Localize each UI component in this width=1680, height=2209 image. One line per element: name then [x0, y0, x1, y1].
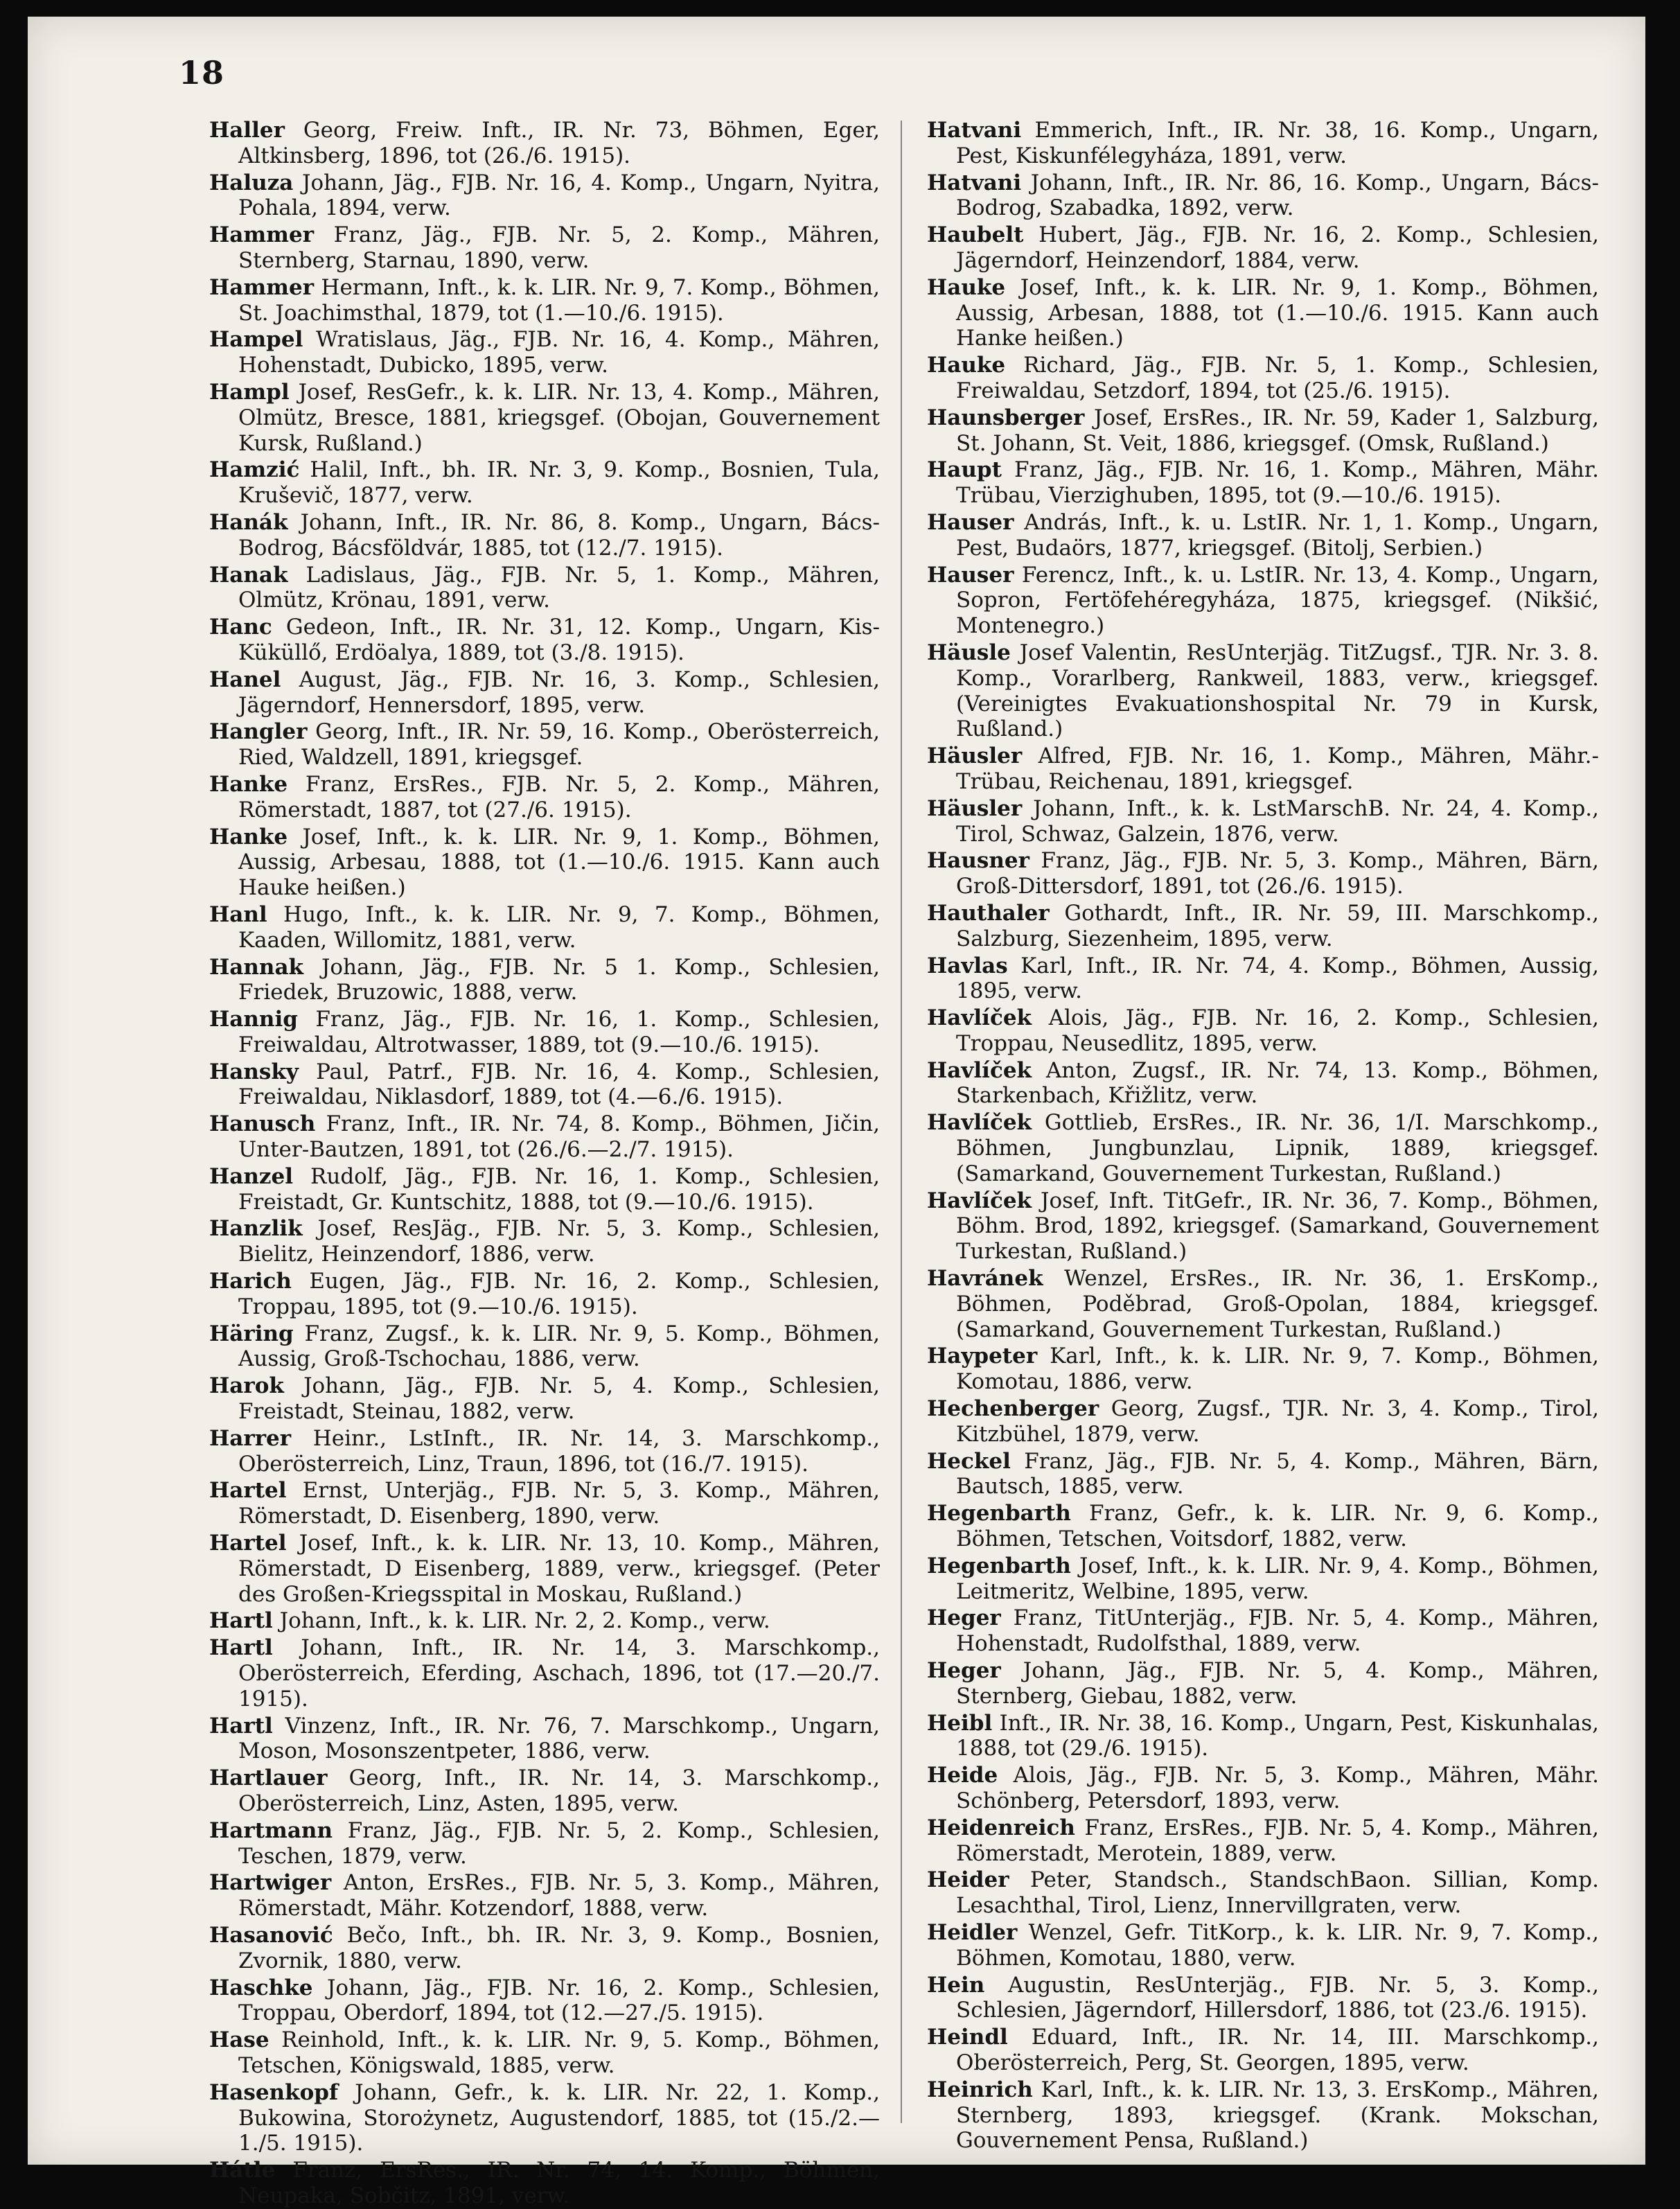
register-entry	[209, 1321, 880, 1373]
entry-details: Ferencz, Inft., k. u. LstIR. Nr. 13, 4. Komp., Ungarn, Sopron, Fertöfehéregyháza, 1875, kriegsgef. (Nikšić, Montenegro.)	[956, 562, 1599, 639]
register-entry	[209, 772, 880, 823]
entry-details: Wenzel, Gefr. TitKorp., k. k. LIR. Nr. 9, 7. Komp., Böhmen, Komotau, 1880, verw.	[956, 1919, 1600, 1971]
entry-surname: Havlas	[927, 953, 1008, 978]
register-entry	[209, 1216, 880, 1267]
entry-details: Johann, Inft., k. k. LIR. Nr. 2, 2. Komp., verw.	[279, 1608, 770, 1634]
entry-details: Franz, Zugsf., k. k. LIR. Nr. 9, 5. Komp., Böhmen, Aussig, Groß-Tschochau, 1886, verw.	[238, 1321, 880, 1372]
entry-surname: Hauke	[927, 274, 1006, 300]
entry-details: Franz, Jäg., FJB. Nr. 5, 2. Komp., Schlesien, Teschen, 1879, verw.	[238, 1818, 880, 1869]
register-entry	[927, 1973, 1599, 2024]
entry-details: Franz, Jäg., FJB. Nr. 5, 3. Komp., Mähren, Bärn, Groß-Dittersdorf, 1891, tot (26./6. 1915).	[956, 848, 1599, 899]
entry-surname: Heger	[927, 1605, 1001, 1631]
entry-surname: Heibl	[927, 1710, 993, 1736]
register-entry	[209, 667, 880, 719]
entry-surname: Hartl	[209, 1713, 273, 1739]
entry-surname: Hanak	[209, 562, 288, 588]
entry-surname: Havlíček	[927, 1005, 1032, 1031]
entry-surname: Hanzel	[209, 1163, 294, 1189]
register-entry	[209, 2080, 880, 2156]
entry-details: Johann, Jäg., FJB. Nr. 16, 2. Komp., Schlesien, Troppau, Oberdorf, 1894, tot (12.—27./5. 1915).	[238, 1975, 880, 2026]
entry-details: Josef, Inft. TitGefr., IR. Nr. 36, 7. Komp., Böhmen, Böhm. Brod, 1892, kriegsgef. (Samarkand, Gouvernement Turkestan, Rußland.)	[956, 1188, 1599, 1265]
register-entry	[927, 222, 1599, 274]
register-entry	[927, 2025, 1599, 2076]
entry-details: Johann, Jäg., FJB. Nr. 5, 4. Komp., Schlesien, Freistadt, Steinau, 1882, verw.	[238, 1373, 880, 1425]
entry-details: Peter, Standsch., StandschBaon. Sillian, Komp. Lesachthal, Tirol, Lienz, Innervillgraten, verw.	[956, 1867, 1599, 1919]
entry-surname: Hartlauer	[209, 1766, 328, 1791]
register-entry	[927, 353, 1599, 404]
entry-surname: Heider	[927, 1867, 1009, 1893]
entry-details: Alois, Jäg., FJB. Nr. 16, 2. Komp., Schlesien, Troppau, Neusedlitz, 1895, verw.	[956, 1005, 1599, 1056]
register-entry	[209, 1870, 880, 1921]
entry-details: Johann, Inft., IR. Nr. 86, 8. Komp., Ungarn, Bács-Bodrog, Bácsföldvár, 1885, tot (12./7. 1915).	[238, 509, 881, 561]
entry-surname: Havlíček	[927, 1188, 1032, 1213]
entry-surname: Hasanović	[209, 1922, 333, 1948]
entry-details: Vinzenz, Inft., IR. Nr. 76, 7. Marschkomp., Ungarn, Moson, Mosonszentpeter, 1886, verw.	[238, 1713, 880, 1764]
register-entry	[927, 1605, 1599, 1657]
register-entry	[927, 1344, 1599, 1395]
entry-details: Hubert, Jäg., FJB. Nr. 16, 2. Komp., Schlesien, Jägerndorf, Heinzendorf, 1884, verw.	[956, 222, 1599, 273]
entry-details: Franz, ErsRes., FJB. Nr. 5, 2. Komp., Mähren, Römerstadt, 1887, tot (27./6. 1915).	[238, 771, 880, 822]
register-entry	[927, 1658, 1599, 1709]
register-entry	[927, 848, 1599, 899]
register-entry	[209, 825, 880, 901]
entry-details: Franz, ErsRes., IR. Nr. 74, 14. Komp., Böhmen, Neupaka, Sobčitz, 1891, verw.	[238, 2158, 880, 2208]
entry-surname: Hampel	[209, 327, 303, 353]
entry-details: Gottlieb, ErsRes., IR. Nr. 36, 1/I. Marschkomp., Böhmen, Jungbunzlau, Lipnik, 1889, kriegsgef. (Samarkand, Gouvernement Turkestan, Rußland.)	[956, 1110, 1599, 1186]
entry-details: Wenzel, ErsRes., IR. Nr. 36, 1. ErsKomp., Böhmen, Poděbrad, Groß-Opolan, 1884, kriegsgef. (Samarkand, Gouvernement Turkestan, Rußland.)	[956, 1266, 1599, 1342]
register-entry	[209, 615, 880, 666]
register-entry	[209, 380, 880, 456]
entry-surname: Hartl	[209, 1608, 273, 1634]
entry-details: Wratislaus, Jäg., FJB. Nr. 16, 4. Komp., Mähren, Hohenstadt, Dubicko, 1895, verw.	[238, 327, 880, 378]
register-entry	[927, 901, 1599, 952]
entry-surname: Hauser	[927, 562, 1014, 588]
entry-surname: Haller	[209, 118, 285, 143]
entry-surname: Hammer	[209, 222, 315, 248]
register-entry	[209, 563, 880, 614]
register-entry	[209, 222, 880, 274]
entry-surname: Haschke	[209, 1975, 313, 2000]
register-entry	[209, 1007, 880, 1058]
entry-surname: Hátle	[209, 2158, 276, 2183]
entry-surname: Heger	[927, 1658, 1001, 1684]
entry-surname: Hanusch	[209, 1111, 316, 1137]
register-entry	[209, 1531, 880, 1607]
register-entry	[209, 1478, 880, 1529]
register-entry	[927, 1188, 1599, 1265]
register-entry	[927, 405, 1599, 457]
entry-surname: Hanke	[209, 824, 288, 850]
entry-surname: Hampl	[209, 379, 290, 405]
entry-details: Johann, Jäg., FJB. Nr. 5 1. Komp., Schlesien, Friedek, Bruzowic, 1888, verw.	[238, 954, 881, 1005]
entry-surname: Hauke	[927, 353, 1006, 378]
entry-surname: Häusler	[927, 743, 1023, 769]
register-entry	[209, 1818, 880, 1869]
register-entry	[927, 457, 1599, 509]
register-entry	[209, 1269, 880, 1320]
register-entry	[927, 1554, 1599, 1605]
entry-details: Gothardt, Inft., IR. Nr. 59, III. Marschkomp., Salzburg, Siezenheim, 1895, verw.	[956, 900, 1599, 951]
register-entry	[927, 1920, 1599, 1971]
register-entry	[927, 640, 1599, 742]
entry-details: Eugen, Jäg., FJB. Nr. 16, 2. Komp., Schlesien, Troppau, 1895, tot (9.—10./6. 1915).	[238, 1269, 880, 1319]
register-entry	[927, 796, 1599, 847]
entry-details: Georg, Freiw. Inft., IR. Nr. 73, Böhmen, Eger, Altkinsberg, 1896, tot (26./6. 1915).	[238, 118, 881, 168]
entry-details: Reinhold, Inft., k. k. LIR. Nr. 9, 5. Komp., Böhmen, Tetschen, Königswald, 1885, verw.	[238, 2027, 880, 2078]
entry-surname: Hanl	[209, 901, 267, 927]
entry-surname: Havlíček	[927, 1057, 1032, 1083]
register-entry	[209, 2027, 880, 2079]
entry-surname: Hartel	[209, 1478, 287, 1504]
entry-details: Franz, TitUnterjäg., FJB. Nr. 5, 4. Komp., Mähren, Hohenstadt, Rudolfsthal, 1889, verw.	[956, 1605, 1600, 1657]
entry-surname: Hannig	[209, 1007, 298, 1032]
entry-details: Josef Valentin, ResUnterjäg. TitZugsf., TJR. Nr. 3. 8. Komp., Vorarlberg, Rankweil, 1883, verw., kriegsgef. (Vereinigtes Evakuationshospital Nr. 79 in Kursk, Rußland.)	[956, 640, 1599, 742]
entry-surname: Heckel	[927, 1448, 1011, 1474]
entry-surname: Harrer	[209, 1425, 292, 1451]
entry-surname: Heinrich	[927, 2077, 1033, 2102]
register-entry	[209, 1766, 880, 1817]
entry-surname: Hechenberger	[927, 1396, 1099, 1422]
register-entry	[209, 1059, 880, 1111]
entry-surname: Haypeter	[927, 1344, 1038, 1369]
entry-details: Ladislaus, Jäg., FJB. Nr. 5, 1. Komp., Mähren, Olmütz, Krönau, 1891, verw.	[238, 562, 880, 613]
entry-details: Johann, Inft., IR. Nr. 86, 16. Komp., Ungarn, Bács-Bodrog, Szabadka, 1892, verw.	[956, 170, 1599, 221]
document-page	[28, 17, 1645, 2208]
entry-details: Eduard, Inft., IR. Nr. 14, III. Marschkomp., Oberösterreich, Perg, St. Georgen, 1895, verw.	[956, 2025, 1599, 2075]
entry-surname: Hein	[927, 1972, 985, 1998]
register-entry	[209, 1975, 880, 2027]
register-entry	[209, 170, 880, 222]
entry-surname: Haluza	[209, 170, 294, 195]
entry-surname: Haupt	[927, 457, 1002, 483]
register-entry	[927, 118, 1599, 169]
register-entry	[209, 275, 880, 326]
entry-surname: Harok	[209, 1373, 284, 1399]
entry-details: Josef, Inft., k. k. LIR. Nr. 9, 4. Komp., Böhmen, Leitmeritz, Welbine, 1895, verw.	[956, 1553, 1599, 1604]
entry-details: Franz, Jäg., FJB. Nr. 16, 1. Komp., Mähren, Mähr. Trübau, Vierzighuben, 1895, tot (9.—10./6. 1915).	[956, 457, 1599, 509]
entry-surname: Harich	[209, 1269, 292, 1294]
entry-details: Johann, Jäg., FJB. Nr. 5, 4. Komp., Mähren, Sternberg, Giebau, 1882, verw.	[956, 1658, 1599, 1709]
entry-surname: Haunsberger	[927, 405, 1085, 430]
register-entry	[209, 2158, 880, 2209]
register-entry	[927, 510, 1599, 561]
entry-details: Hermann, Inft., k. k. LIR. Nr. 9, 7. Komp., Böhmen, St. Joachimsthal, 1879, tot (1.—10./6. 1915).	[238, 274, 881, 326]
entry-details: Paul, Patrf., FJB. Nr. 16, 4. Komp., Schlesien, Freiwaldau, Niklasdorf, 1889, tot (4.—6./6. 1915).	[238, 1059, 880, 1110]
register-entry	[927, 1058, 1599, 1109]
entry-surname: Hauthaler	[927, 900, 1050, 926]
entry-details: Alois, Jäg., FJB. Nr. 5, 3. Komp., Mähren, Mähr. Schönberg, Petersdorf, 1893, verw.	[956, 1763, 1599, 1813]
register-entry	[209, 1635, 880, 1711]
register-entry	[209, 510, 880, 561]
entry-surname: Hanke	[209, 771, 288, 797]
register-entry	[209, 1923, 880, 1974]
entry-surname: Hatvani	[927, 118, 1022, 143]
left-column	[209, 118, 881, 2208]
entry-details: Johann, Gefr., k. k. LIR. Nr. 22, 1. Komp., Bukowina, Storożynetz, Augustendorf, 1885, tot (15./2.—1./5. 1915).	[238, 2079, 881, 2156]
register-entry	[927, 1867, 1599, 1919]
entry-details: Emmerich, Inft., IR. Nr. 38, 16. Komp., Ungarn, Pest, Kiskunfélegyháza, 1891, verw.	[956, 118, 1600, 168]
register-entry	[927, 1449, 1599, 1500]
page-number: 18	[179, 54, 225, 91]
entry-details: Josef, ResJäg., FJB. Nr. 5, 3. Komp., Schlesien, Bielitz, Heinzendorf, 1886, verw.	[238, 1216, 880, 1267]
entry-details: Franz, Jäg., FJB. Nr. 16, 1. Komp., Schlesien, Freiwaldau, Altrotwasser, 1889, tot (9.—10./6. 1915).	[238, 1007, 880, 1057]
entry-surname: Hartwiger	[209, 1870, 332, 1896]
entry-surname: Häusle	[927, 640, 1011, 665]
entry-details: Johann, Jäg., FJB. Nr. 16, 4. Komp., Ungarn, Nyitra, Pohala, 1894, verw.	[238, 170, 880, 221]
entry-surname: Hegenbarth	[927, 1501, 1071, 1526]
entry-details: Inft., IR. Nr. 38, 16. Komp., Ungarn, Pest, Kiskunhalas, 1888, tot (29./6. 1915).	[956, 1710, 1600, 1761]
entry-details: Hugo, Inft., k. k. LIR. Nr. 9, 7. Komp., Böhmen, Kaaden, Willomitz, 1881, verw.	[238, 901, 881, 953]
register-entry	[927, 1815, 1599, 1867]
entry-details: Rudolf, Jäg., FJB. Nr. 16, 1. Komp., Schlesien, Freistadt, Gr. Kuntschitz, 1888, tot (9.—10./6. 1915).	[238, 1163, 880, 1215]
entry-surname: Hatvani	[927, 170, 1022, 195]
entry-details: Franz, Jäg., FJB. Nr. 5, 4. Komp., Mähren, Bärn, Bautsch, 1885, verw.	[956, 1448, 1599, 1499]
entry-surname: Havránek	[927, 1266, 1043, 1292]
register-entry	[927, 953, 1599, 1005]
column-divider	[901, 121, 902, 2123]
entry-details: Anton, ErsRes., FJB. Nr. 5, 3. Komp., Mähren, Römerstadt, Mähr. Kotzendorf, 1888, verw.	[238, 1870, 880, 1921]
entry-details: Josef, ErsRes., IR. Nr. 59, Kader 1, Salzburg, St. Johann, St. Veit, 1886, kriegsgef. (Omsk, Rußland.)	[956, 405, 1599, 456]
register-entry	[927, 1711, 1599, 1762]
entry-details: András, Inft., k. u. LstIR. Nr. 1, 1. Komp., Ungarn, Pest, Budaörs, 1877, kriegsgef. (Bitolj, Serbien.)	[956, 509, 1600, 561]
entry-surname: Heidenreich	[927, 1815, 1075, 1840]
entry-surname: Hanc	[209, 615, 272, 640]
entry-surname: Hartmann	[209, 1818, 333, 1843]
register-entry	[209, 1426, 880, 1477]
entry-surname: Havlíček	[927, 1110, 1032, 1136]
register-entry	[927, 1110, 1599, 1186]
entry-details: Alfred, FJB. Nr. 16, 1. Komp., Mähren, Mähr.-Trübau, Reichenau, 1891, kriegsgef.	[956, 743, 1600, 794]
entry-details: Halil, Inft., bh. IR. Nr. 3, 9. Komp., Bosnien, Tula, Kruševič, 1877, verw.	[238, 457, 881, 509]
register-entry	[209, 1373, 880, 1425]
entry-details: Karl, Inft., k. k. LIR. Nr. 9, 7. Komp., Böhmen, Komotau, 1886, verw.	[956, 1344, 1599, 1395]
entry-details: Richard, Jäg., FJB. Nr. 5, 1. Komp., Schlesien, Freiwaldau, Setzdorf, 1894, tot (25./6. 1915).	[956, 353, 1599, 403]
entry-surname: Hanzlik	[209, 1216, 303, 1242]
register-entry	[209, 1111, 880, 1163]
entry-details: Augustin, ResUnterjäg., FJB. Nr. 5, 3. Komp., Schlesien, Jägerndorf, Hillersdorf, 1886, tot (23./6. 1915).	[956, 1972, 1599, 2023]
register-entry	[927, 2077, 1599, 2154]
entry-surname: Hammer	[209, 274, 315, 300]
entry-surname: Hanel	[209, 667, 281, 692]
entry-surname: Hanák	[209, 509, 288, 535]
register-entry	[927, 1266, 1599, 1342]
entry-details: Franz, Jäg., FJB. Nr. 5, 2. Komp., Mähren, Sternberg, Starnau, 1890, verw.	[238, 222, 880, 273]
entry-details: August, Jäg., FJB. Nr. 16, 3. Komp., Schlesien, Jägerndorf, Hennersdorf, 1895, verw.	[238, 667, 881, 718]
register-entry	[209, 327, 880, 378]
entry-surname: Hase	[209, 2027, 269, 2053]
register-entry	[927, 743, 1599, 795]
register-entry	[927, 1396, 1599, 1447]
entry-surname: Hannak	[209, 954, 304, 980]
entry-details: Franz, Gefr., k. k. LIR. Nr. 9, 6. Komp., Böhmen, Tetschen, Voitsdorf, 1882, verw.	[956, 1501, 1599, 1552]
entry-details: Anton, Zugsf., IR. Nr. 74, 13. Komp., Böhmen, Starkenbach, Křižlitz, verw.	[956, 1057, 1599, 1109]
entry-details: Heinr., LstInft., IR. Nr. 14, 3. Marschkomp., Oberösterreich, Linz, Traun, 1896, tot (16./7. 1915).	[238, 1425, 880, 1477]
entry-details: Georg, Inft., IR. Nr. 59, 16. Komp., Oberösterreich, Ried, Waldzell, 1891, kriegsgef.	[238, 719, 880, 771]
entry-surname: Hangler	[209, 719, 308, 745]
entry-surname: Hauser	[927, 509, 1014, 535]
entry-details: Gedeon, Inft., IR. Nr. 31, 12. Komp., Ungarn, Kis-Küküllő, Erdöalya, 1889, tot (3./8. 1915).	[238, 615, 880, 665]
entry-surname: Heide	[927, 1763, 998, 1788]
register-entry	[209, 457, 880, 509]
register-entry	[927, 563, 1599, 639]
entry-surname: Hamzić	[209, 457, 300, 483]
entry-surname: Hartel	[209, 1531, 287, 1556]
entry-details: Johann, Inft., k. k. LstMarschB. Nr. 24, 4. Komp., Tirol, Schwaz, Galzein, 1876, verw.	[956, 795, 1599, 847]
register-entry	[927, 170, 1599, 222]
entry-details: Franz, Inft., IR. Nr. 74, 8. Komp., Böhmen, Jičin, Unter-Bautzen, 1891, tot (26./6.—2./7. 1915).	[238, 1111, 880, 1163]
entry-details: Bečo, Inft., bh. IR. Nr. 3, 9. Komp., Bosnien, Zvornik, 1880, verw.	[238, 1922, 880, 1973]
entry-details: Josef, ResGefr., k. k. LIR. Nr. 13, 4. Komp., Mähren, Olmütz, Bresce, 1881, kriegsgef. (Obojan, Gouvernement Kursk, Rußland.)	[238, 379, 880, 456]
entry-details: Karl, Inft., k. k. LIR. Nr. 13, 3. ErsKomp., Mähren, Sternberg, 1893, kriegsgef. (Krank. Mokschan, Gouvernement Pensa, Rußland.)	[956, 2077, 1599, 2154]
entry-details: Karl, Inft., IR. Nr. 74, 4. Komp., Böhmen, Aussig, 1895, verw.	[956, 953, 1599, 1004]
entry-surname: Heindl	[927, 2025, 1008, 2050]
register-entry	[927, 1005, 1599, 1057]
entry-surname: Hartl	[209, 1635, 273, 1661]
register-entry	[927, 1763, 1599, 1814]
entry-surname: Hegenbarth	[927, 1553, 1071, 1578]
entry-details: Johann, Inft., IR. Nr. 14, 3. Marschkomp., Oberösterreich, Eferding, Aschach, 1896, tot (17.—20./7. 1915).	[238, 1635, 881, 1711]
register-entry	[927, 275, 1599, 351]
right-column	[927, 118, 1600, 2154]
entry-surname: Häusler	[927, 795, 1023, 821]
entry-details: Georg, Zugsf., TJR. Nr. 3, 4. Komp., Tirol, Kitzbühel, 1879, verw.	[956, 1396, 1599, 1447]
register-entry	[209, 955, 880, 1006]
entry-details: Georg, Inft., IR. Nr. 14, 3. Marschkomp., Oberösterreich, Linz, Asten, 1895, verw.	[238, 1766, 880, 1816]
entry-details: Ernst, Unterjäg., FJB. Nr. 5, 3. Komp., Mähren, Römerstadt, D. Eisenberg, 1890, verw.	[238, 1478, 880, 1529]
register-entry	[209, 118, 880, 169]
register-entry	[209, 1164, 880, 1215]
entry-surname: Heidler	[927, 1919, 1018, 1945]
register-entry	[209, 719, 880, 771]
register-entry	[209, 1714, 880, 1765]
entry-details: Josef, Inft., k. k. LIR. Nr. 13, 10. Komp., Mähren, Römerstadt, D Eisenberg, 1889, verw., kriegsgef. (Peter des Großen-Kriegsspital in Moskau, Rußland.)	[238, 1531, 880, 1607]
register-entry	[927, 1501, 1599, 1552]
entry-surname: Haubelt	[927, 222, 1024, 248]
register-entry	[209, 1608, 880, 1634]
entry-surname: Hausner	[927, 848, 1029, 874]
entry-surname: Hasenkopf	[209, 2079, 339, 2105]
entry-details: Josef, Inft., k. k. LIR. Nr. 9, 1. Komp., Böhmen, Aussig, Arbesau, 1888, tot (1.—10./6. 1915. Kann auch Hauke heißen.)	[238, 824, 880, 901]
entry-details: Josef, Inft., k. k. LIR. Nr. 9, 1. Komp., Böhmen, Aussig, Arbesan, 1888, tot (1.—10./6. 1915. Kann auch Hanke heißen.)	[956, 274, 1599, 351]
register-entry	[209, 902, 880, 953]
entry-details: Franz, ErsRes., FJB. Nr. 5, 4. Komp., Mähren, Römerstadt, Merotein, 1889, verw.	[956, 1815, 1599, 1866]
entry-surname: Hansky	[209, 1059, 299, 1084]
entry-surname: Häring	[209, 1321, 294, 1346]
